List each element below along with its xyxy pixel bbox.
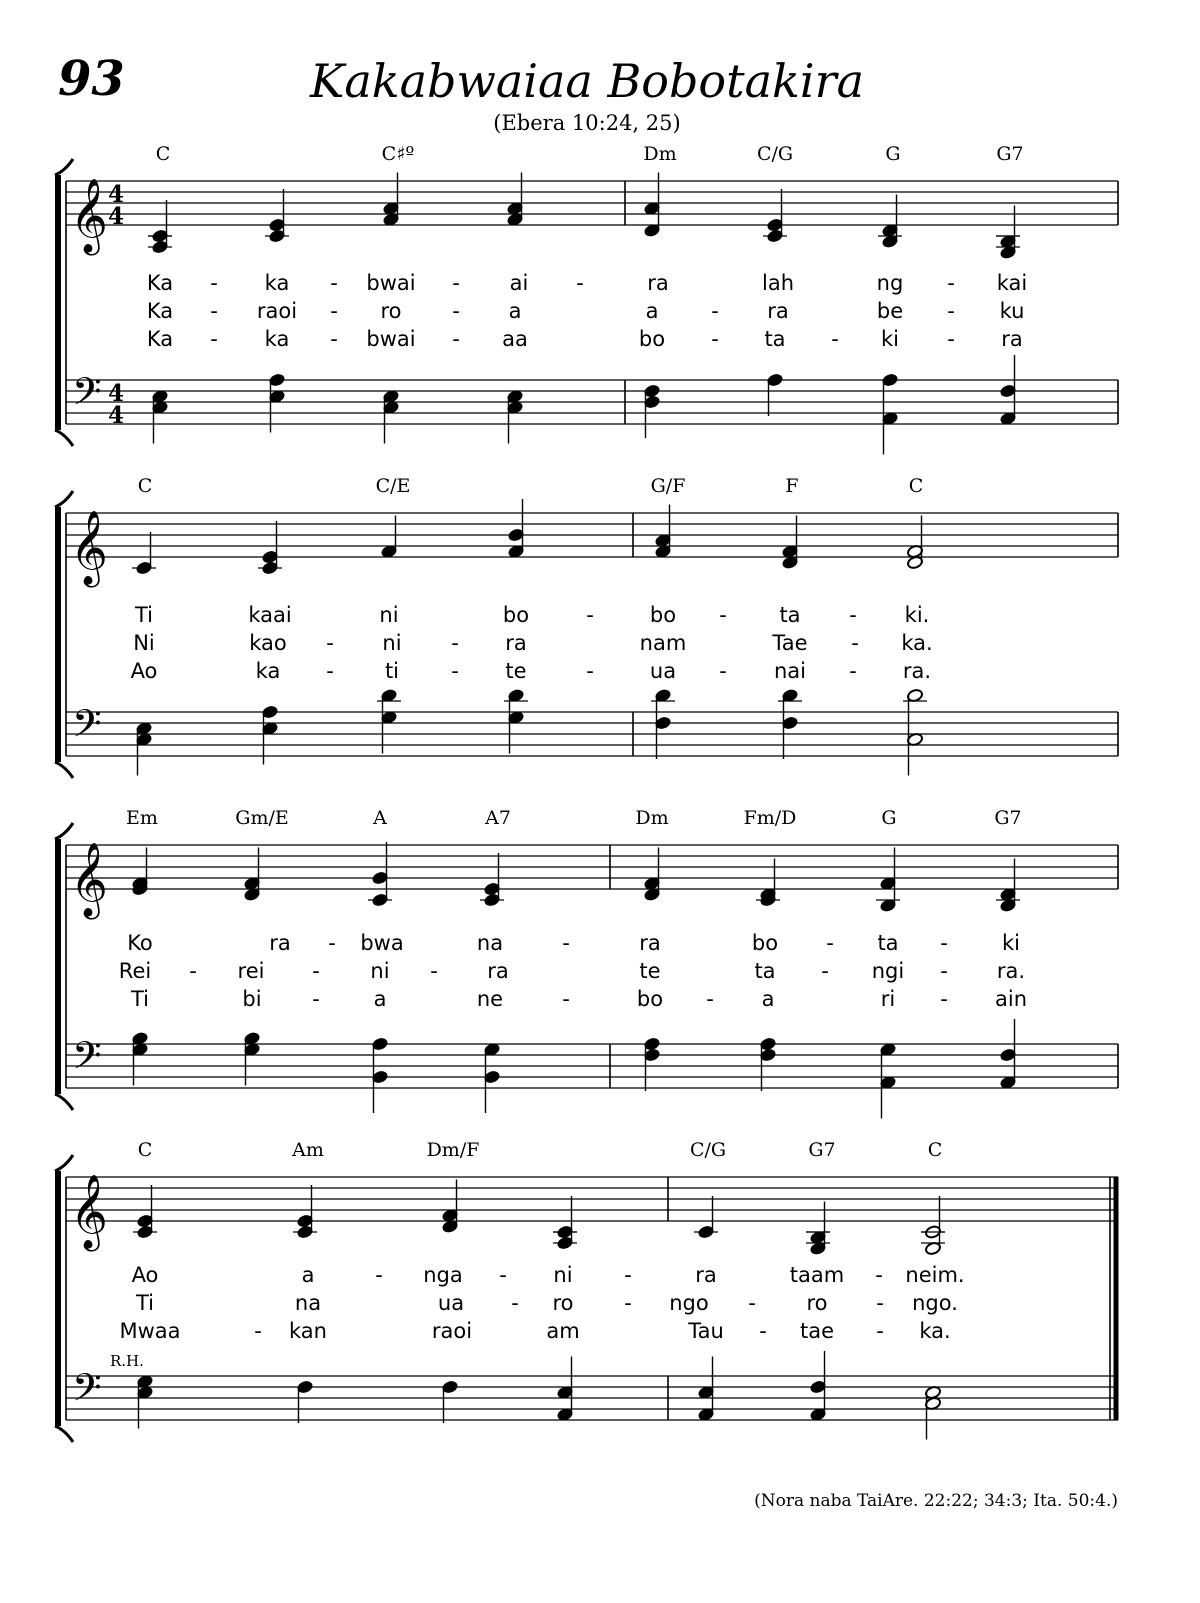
bass-time-signature-top: 4 xyxy=(107,380,125,407)
lyric-hyphen: - xyxy=(876,1291,884,1315)
lyric-syllable: ka. xyxy=(919,1319,951,1343)
treble-clef-icon: 𝄞 xyxy=(70,511,108,585)
lyric-hyphen: - xyxy=(499,1263,507,1287)
lyric-hyphen: - xyxy=(849,659,857,683)
lyric-syllable: raoi xyxy=(256,299,298,323)
lyric-syllable: neim. xyxy=(905,1263,965,1287)
lyric-hyphen: - xyxy=(831,327,839,351)
scripture-reference: (Ebera 10:24, 25) xyxy=(493,111,681,135)
lyric-hyphen: - xyxy=(851,631,859,655)
lyric-syllable: na xyxy=(294,1291,322,1315)
lyric-syllable: ro xyxy=(806,1291,828,1315)
chord-symbol: C/G xyxy=(689,1139,727,1161)
lyric-hyphen: - xyxy=(452,299,460,323)
lyric-hyphen: - xyxy=(430,959,438,983)
lyric-hyphen: - xyxy=(940,931,948,955)
lyric-syllable: ki xyxy=(881,327,899,351)
lyric-syllable: ne xyxy=(476,987,504,1011)
lyric-hyphen: - xyxy=(719,603,727,627)
lyric-hyphen: - xyxy=(312,959,320,983)
lyric-hyphen: - xyxy=(624,1263,632,1287)
chord-symbol: Gm/E xyxy=(235,807,289,829)
lyric-syllable: ki. xyxy=(904,603,930,627)
lyric-syllable: a xyxy=(761,987,775,1011)
lyric-hyphen: - xyxy=(326,659,334,683)
chord-symbol: C/G xyxy=(756,143,794,165)
lyric-syllable: a xyxy=(301,1263,315,1287)
lyric-hyphen: - xyxy=(189,959,197,983)
bracket-hook xyxy=(55,823,73,839)
chord-symbol: Dm xyxy=(643,143,677,165)
lyric-syllable: ra xyxy=(487,959,509,983)
lyric-syllable: ra xyxy=(1001,327,1023,351)
chord-symbol: F xyxy=(785,475,799,497)
lyric-hyphen: - xyxy=(940,959,948,983)
lyric-hyphen: - xyxy=(719,659,727,683)
lyric-syllable: ni xyxy=(553,1263,573,1287)
lyric-syllable: Rei xyxy=(118,959,152,983)
lyric-syllable: ti xyxy=(384,659,400,683)
lyric-syllable: ni xyxy=(379,603,399,627)
chord-symbol: C xyxy=(137,475,153,497)
bracket-hook xyxy=(55,1155,73,1171)
lyric-syllable: Ti xyxy=(135,1291,155,1315)
lyric-hyphen: - xyxy=(210,271,218,295)
lyric-hyphen: - xyxy=(849,603,857,627)
treble-clef-icon: 𝄞 xyxy=(70,843,108,917)
lyric-hyphen: - xyxy=(706,987,714,1011)
lyric-syllable: aa xyxy=(502,327,528,351)
chord-symbol: G xyxy=(885,143,901,165)
lyric-syllable: a xyxy=(645,299,659,323)
lyric-syllable: ngo xyxy=(669,1291,709,1315)
lyric-hyphen: - xyxy=(312,987,320,1011)
lyric-hyphen: - xyxy=(876,1319,884,1343)
lyric-hyphen: - xyxy=(821,959,829,983)
lyric-syllable: bwa xyxy=(360,931,404,955)
lyric-syllable: bwai xyxy=(366,327,416,351)
lyric-syllable: tae xyxy=(799,1319,835,1343)
lyric-hyphen: - xyxy=(451,631,459,655)
chord-symbol: C xyxy=(927,1139,943,1161)
chord-symbol: C xyxy=(137,1139,153,1161)
lyric-syllable: ta xyxy=(764,327,786,351)
lyric-hyphen: - xyxy=(562,931,570,955)
bracket-hook xyxy=(55,491,73,507)
lyric-syllable: bo xyxy=(638,327,666,351)
lyric-syllable: ain xyxy=(994,987,1028,1011)
chord-symbol: G7 xyxy=(994,807,1022,829)
lyric-syllable: ka. xyxy=(901,631,933,655)
lyric-hyphen: - xyxy=(940,987,948,1011)
lyric-syllable: ra xyxy=(767,299,789,323)
lyric-syllable: ra xyxy=(639,931,661,955)
lyric-syllable: Mwaa xyxy=(119,1319,181,1343)
lyric-hyphen: - xyxy=(452,327,460,351)
lyric-syllable: kan xyxy=(289,1319,327,1343)
lyric-syllable: Ko xyxy=(127,931,153,955)
lyric-hyphen: - xyxy=(826,931,834,955)
lyric-syllable: na xyxy=(476,931,504,955)
lyric-syllable: bo xyxy=(751,931,779,955)
lyric-hyphen: - xyxy=(330,327,338,351)
bass-clef-icon: 𝄢 xyxy=(72,1033,102,1087)
lyric-syllable: Ao xyxy=(131,1263,159,1287)
treble-time-signature-bottom: 4 xyxy=(107,203,125,230)
lyric-hyphen: - xyxy=(947,299,955,323)
lyric-hyphen: - xyxy=(586,603,594,627)
lyric-hyphen: - xyxy=(947,327,955,351)
lyric-hyphen: - xyxy=(576,271,584,295)
lyric-syllable: ra xyxy=(695,1263,717,1287)
lyric-hyphen: - xyxy=(330,299,338,323)
lyric-hyphen: - xyxy=(586,659,594,683)
bass-clef-icon: 𝄢 xyxy=(72,369,102,423)
chord-symbol: G7 xyxy=(996,143,1024,165)
lyric-hyphen: - xyxy=(511,1291,519,1315)
chord-symbol: C xyxy=(155,143,171,165)
chord-symbol: C/E xyxy=(375,475,411,497)
lyric-syllable: a xyxy=(373,987,387,1011)
lyric-hyphen: - xyxy=(711,327,719,351)
chord-symbol: Dm xyxy=(635,807,669,829)
treble-clef-icon: 𝄞 xyxy=(70,1175,108,1249)
lyric-syllable: ri xyxy=(880,987,896,1011)
lyric-syllable: Tae xyxy=(772,631,808,655)
bass-clef-icon: 𝄢 xyxy=(72,701,102,755)
lyric-hyphen: - xyxy=(210,327,218,351)
chord-symbol: Em xyxy=(126,807,158,829)
lyric-hyphen: - xyxy=(947,271,955,295)
lyric-syllable: ka xyxy=(255,659,281,683)
bass-time-signature-bottom: 4 xyxy=(107,402,125,429)
right-hand-marking: R.H. xyxy=(110,1352,144,1370)
bracket-hook xyxy=(55,430,73,446)
lyric-syllable: Ao xyxy=(130,659,158,683)
lyric-syllable: am xyxy=(546,1319,580,1343)
lyric-hyphen: - xyxy=(711,299,719,323)
lyric-hyphen: - xyxy=(451,659,459,683)
lyric-syllable: Ni xyxy=(133,631,155,655)
lyric-syllable: bo xyxy=(636,987,664,1011)
lyric-syllable: ka xyxy=(264,271,290,295)
lyric-hyphen: - xyxy=(254,1319,262,1343)
lyric-syllable: kai xyxy=(996,271,1028,295)
treble-clef-icon: 𝄞 xyxy=(70,179,108,253)
treble-time-signature-top: 4 xyxy=(107,181,125,208)
lyric-syllable: ra. xyxy=(902,659,932,683)
lyric-syllable: Tau xyxy=(688,1319,724,1343)
lyric-syllable: ng xyxy=(876,271,904,295)
lyric-syllable: ai xyxy=(509,271,529,295)
lyric-syllable: ta xyxy=(877,931,899,955)
lyric-hyphen: - xyxy=(562,987,570,1011)
lyric-syllable: a xyxy=(508,299,522,323)
lyric-syllable: raoi xyxy=(431,1319,473,1343)
bass-clef-icon: 𝄢 xyxy=(72,1365,102,1419)
lyric-syllable: Ti xyxy=(134,603,154,627)
lyric-syllable: nam xyxy=(639,631,687,655)
chord-symbol: G xyxy=(881,807,897,829)
lyric-syllable: nga xyxy=(423,1263,463,1287)
lyric-syllable: bi xyxy=(242,987,262,1011)
footnote: (Nora naba TaiAre. 22:22; 34:3; Ita. 50:4.) xyxy=(754,1491,1118,1511)
lyric-syllable: ra xyxy=(647,271,669,295)
chord-symbol: Fm/D xyxy=(743,807,797,829)
lyric-syllable: ra xyxy=(505,631,527,655)
lyric-syllable: taam xyxy=(789,1263,845,1287)
lyric-hyphen: - xyxy=(759,1319,767,1343)
lyric-syllable: nai xyxy=(773,659,807,683)
hymn-title: Kakabwaiaa Bobotakira xyxy=(309,54,865,108)
lyric-hyphen: - xyxy=(326,631,334,655)
lyric-syllable: Ka xyxy=(146,299,174,323)
chord-symbol: Dm/F xyxy=(426,1139,480,1161)
lyric-syllable: Ka xyxy=(146,271,174,295)
lyric-syllable: ta xyxy=(779,603,801,627)
lyric-syllable: ku xyxy=(999,299,1025,323)
lyric-syllable: ngo. xyxy=(912,1291,958,1315)
lyric-syllable: ro xyxy=(380,299,402,323)
lyric-syllable: Ti xyxy=(130,987,150,1011)
lyric-syllable: te xyxy=(639,959,661,983)
chord-symbol: A7 xyxy=(485,807,511,829)
lyric-syllable: ua xyxy=(437,1291,465,1315)
lyric-syllable: Ka xyxy=(146,327,174,351)
chord-symbol: C♯º xyxy=(381,143,415,165)
lyric-syllable: bo xyxy=(649,603,677,627)
lyric-syllable: ka xyxy=(264,327,290,351)
lyric-syllable: ra. xyxy=(996,959,1026,983)
chord-symbol: G/F xyxy=(650,475,686,497)
lyric-syllable: ki xyxy=(1002,931,1020,955)
chord-symbol: G7 xyxy=(808,1139,836,1161)
chord-symbol: A xyxy=(373,807,387,829)
lyric-syllable: lah xyxy=(761,271,795,295)
lyric-syllable: ni xyxy=(382,631,402,655)
lyric-syllable: kao xyxy=(249,631,287,655)
bracket-hook xyxy=(55,762,73,778)
lyric-hyphen: - xyxy=(624,1291,632,1315)
lyric-syllable: ni xyxy=(370,959,390,983)
hymn-number: 93 xyxy=(58,51,125,107)
lyric-syllable: kaai xyxy=(248,603,292,627)
lyric-syllable: ngi xyxy=(871,959,905,983)
lyric-hyphen: - xyxy=(328,931,336,955)
lyric-syllable: bwai xyxy=(366,271,416,295)
lyric-hyphen: - xyxy=(748,1291,756,1315)
lyric-hyphen: - xyxy=(875,1263,883,1287)
chord-symbol: Am xyxy=(292,1139,324,1161)
lyric-syllable: te xyxy=(505,659,527,683)
lyric-hyphen: - xyxy=(452,271,460,295)
lyric-hyphen: - xyxy=(210,299,218,323)
lyric-syllable: rei xyxy=(237,959,265,983)
lyric-syllable: ro xyxy=(552,1291,574,1315)
lyric-syllable: ua xyxy=(649,659,677,683)
lyric-syllable: ta xyxy=(754,959,776,983)
chord-symbol: C xyxy=(908,475,924,497)
lyric-syllable: bo xyxy=(502,603,530,627)
bracket-hook xyxy=(55,1426,73,1442)
lyric-syllable: be xyxy=(876,299,904,323)
lyric-hyphen: - xyxy=(375,1263,383,1287)
bracket-hook xyxy=(55,1094,73,1110)
lyric-hyphen: - xyxy=(330,271,338,295)
lyric-syllable: ra xyxy=(269,931,291,955)
bracket-hook xyxy=(55,159,73,175)
